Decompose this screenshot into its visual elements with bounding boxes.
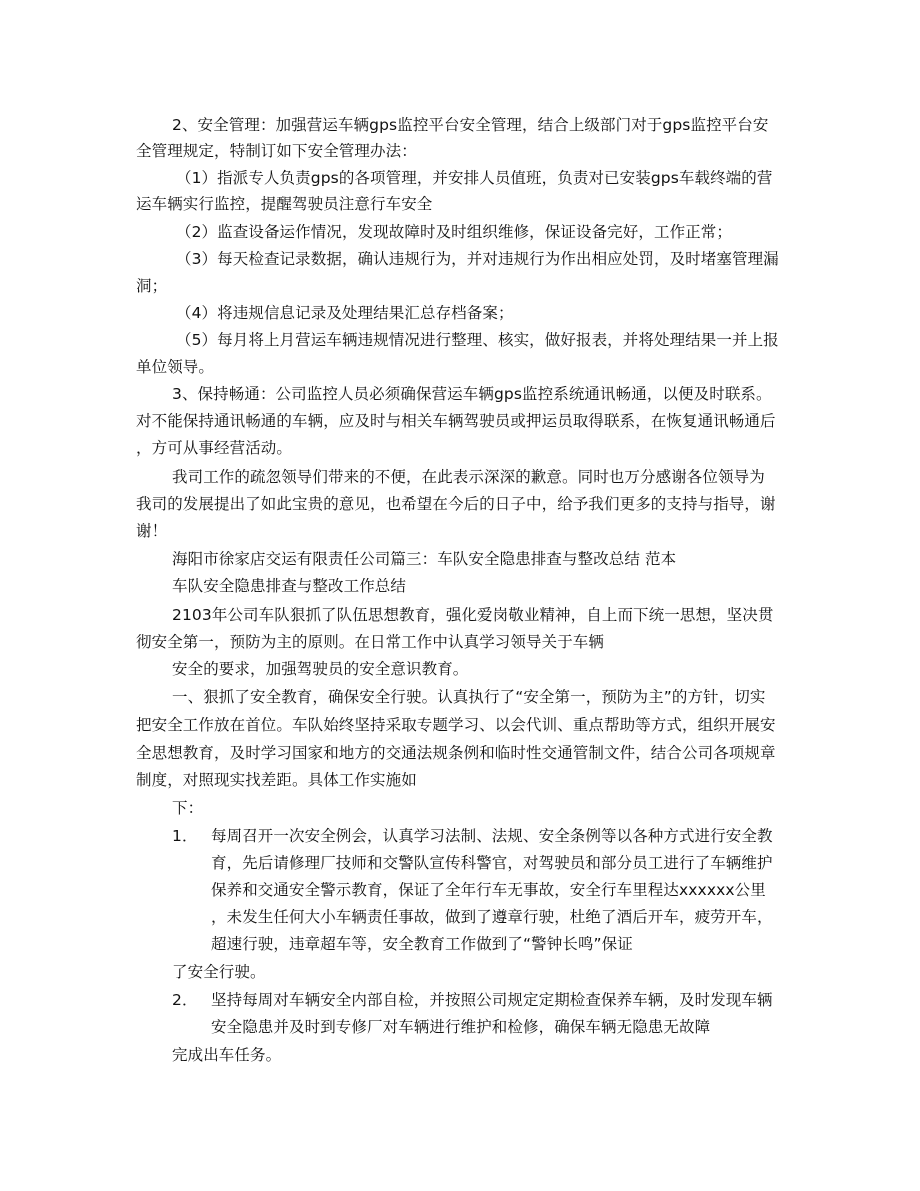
- text-line: （2）监查设备运作情况，发现故障时及时组织维修，保证设备完好，工作正常；: [176, 223, 732, 241]
- text-line: 2、安全管理：加强营运车辆gps监控平台安全管理，结合上级部门对于gps监控平台安: [172, 116, 769, 134]
- text-line: 运车辆实行监控，提醒驾驶员注意行车安全: [136, 195, 433, 213]
- text-line: 每周召开一次安全例会，认真学习法制、法规、安全条例等以各种方式进行安全教: [211, 827, 773, 845]
- text-line: 3、保持畅通：公司监控人员必须确保营运车辆gps监控系统通讯畅通，以便及时联系。: [172, 385, 772, 403]
- text-line: （3）每天检查记录数据，确认违规行为，并对违规行为作出相应处罚，及时堵塞管理漏: [176, 250, 779, 268]
- text-line: 完成出车任务。: [172, 1046, 282, 1064]
- text-line: 把安全工作放在首位。车队始终坚持采取专题学习、以会代训、重点帮助等方式，组织开展安: [136, 716, 776, 734]
- list-number: 1．: [172, 827, 198, 845]
- list-number: 2．: [172, 991, 198, 1009]
- text-line: ，未发生任何大小车辆责任事故，做到了遵章行驶，杜绝了酒后开车，疲劳开车，: [211, 908, 773, 926]
- text-line: 坚持每周对车辆安全内部自检，并按照公司规定定期检查保养车辆，及时发现车辆: [211, 991, 773, 1009]
- text-line: 谢！: [136, 522, 168, 540]
- text-line: 我司的发展提出了如此宝贵的意见，也希望在今后的日子中，给予我们更多的支持与指导，谢: [136, 495, 776, 513]
- text-line: 安全的要求，加强驾驶员的安全意识教育。: [172, 660, 469, 678]
- text-line: 育，先后请修理厂技师和交警队宣传科警官，对驾驶员和部分员工进行了车辆维护: [211, 854, 773, 872]
- text-line: 全思想教育，及时学习国家和地方的交通法规条例和临时性交通管制文件，结合公司各项规章: [136, 744, 776, 762]
- text-line: 一、狠抓了安全教育，确保安全行驶。认真执行了“安全第一，预防为主”的方针，切实: [172, 688, 766, 706]
- text-line: 了安全行驶。: [172, 963, 266, 981]
- text-line: 全管理规定，特制订如下安全管理办法：: [136, 142, 417, 160]
- text-line: （1）指派专人负责gps的各项管理，并安排人员值班，负责对已安装gps车载终端的营: [176, 169, 773, 187]
- text-line: （5）每月将上月营运车辆违规情况进行整理、核实，做好报表，并将处理结果一并上报: [176, 331, 779, 349]
- text-line: 彻安全第一，预防为主的原则。在日常工作中认真学习领导关于车辆: [136, 633, 605, 651]
- text-line: 2103年公司车队狠抓了队伍思想教育，强化爱岗敬业精神，自上而下统一思想，坚决贯: [172, 606, 774, 624]
- text-line: 我司工作的疏忽领导们带来的不便，在此表示深深的歉意。同时也万分感谢各位领导为: [172, 468, 765, 486]
- text-line: 对不能保持通讯畅通的车辆，应及时与相关车辆驾驶员或押运员取得联系，在恢复通讯畅通后: [136, 412, 776, 430]
- text-line: 保养和交通安全警示教育，保证了全年行车无事故，安全行车里程达xxxxxx公里: [211, 881, 766, 899]
- text-line: 单位领导。: [136, 358, 215, 376]
- text-line: ，方可从事经营活动。: [136, 439, 293, 457]
- text-line: 洞；: [136, 277, 168, 295]
- text-line: 车队安全隐患排查与整改工作总结: [172, 577, 407, 595]
- text-line: 下：: [172, 799, 204, 817]
- text-line: （4）将违规信息记录及处理结果汇总存档备案；: [176, 304, 514, 322]
- text-line: 安全隐患并及时到专修厂对车辆进行维护和检修，确保车辆无隐患无故障: [211, 1018, 711, 1036]
- text-line: 超速行驶，违章超车等，安全教育工作做到了“警钟长鸣”保证: [211, 935, 633, 953]
- text-line: 制度，对照现实找差距。具体工作实施如: [136, 771, 417, 789]
- text-line: 海阳市徐家店交运有限责任公司篇三：车队安全隐患排查与整改总结 范本: [172, 550, 677, 568]
